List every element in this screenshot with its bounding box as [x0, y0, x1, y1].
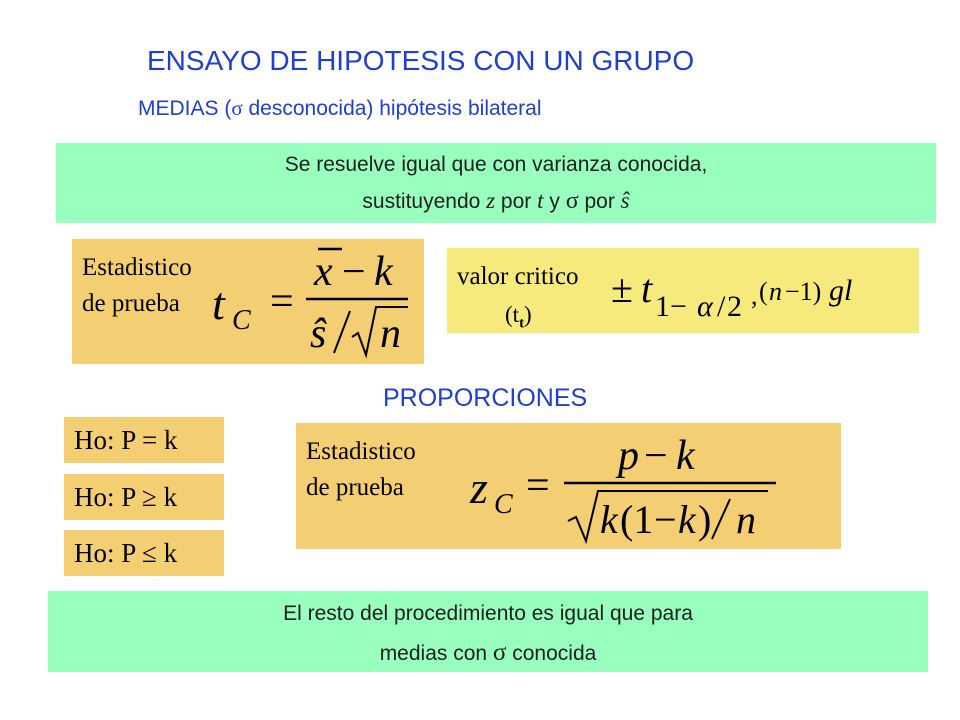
svg-text:n: n [736, 497, 756, 542]
means-stat-label-1: Estadistico [82, 254, 192, 281]
proportions-statistic-box [296, 423, 841, 549]
svg-text:(: ( [759, 277, 768, 306]
svg-text:,: , [751, 281, 758, 310]
note-top-text-c: y [543, 190, 566, 213]
svg-text:): ) [698, 497, 712, 542]
svg-text:gl: gl [829, 274, 853, 307]
crit-paren-close: ) [524, 302, 532, 327]
sigma-symbol: σ [231, 96, 243, 120]
page-subtitle [138, 96, 542, 121]
svg-text:−1): −1) [785, 277, 822, 306]
critical-value-symbol [505, 298, 532, 341]
svg-text:k: k [374, 249, 393, 295]
s-hat-symbol: ŝ [620, 188, 630, 213]
svg-text:p: p [618, 433, 639, 479]
svg-text:z: z [470, 462, 488, 513]
svg-text:/: / [717, 290, 726, 323]
svg-text:−: − [644, 433, 668, 479]
note-top-text-b: por [495, 190, 538, 213]
z-symbol: z [486, 188, 496, 213]
svg-text:k: k [678, 497, 696, 542]
svg-text:2: 2 [727, 290, 742, 323]
note-top-line1: Se resuelve igual que con varianza conocida, [284, 153, 708, 176]
svg-text:=: = [526, 463, 550, 509]
subtitle-prefix: MEDIAS ( [138, 97, 232, 120]
note-box-top [56, 143, 936, 223]
svg-text:ŝ: ŝ [310, 311, 327, 357]
svg-text:n: n [380, 311, 401, 357]
t-symbol: t [537, 188, 544, 213]
svg-text:1−: 1− [655, 290, 687, 323]
hypothesis-equal: Ho: P = k [64, 417, 224, 463]
note-top-text-d: por [578, 190, 621, 213]
svg-text:−: − [342, 249, 366, 295]
crit-paren-open: (t [505, 302, 520, 327]
critical-value-box [447, 248, 919, 333]
note-top-line2 [56, 188, 936, 215]
page-title: ENSAYO DE HIPOTESIS CON UN GRUPO [147, 45, 695, 76]
svg-text:±: ± [611, 266, 633, 311]
crit-subscript: t [519, 315, 525, 332]
hypothesis-less-equal: Ho: P ≤ k [64, 530, 224, 576]
hypothesis-greater-equal: Ho: P ≥ k [64, 474, 224, 520]
svg-text:k: k [600, 497, 618, 542]
t-statistic-formula [210, 241, 420, 361]
subtitle-suffix: desconocida) hipótesis bilateral [242, 97, 542, 120]
note-bottom-line2 [48, 639, 928, 667]
means-statistic-box [72, 239, 424, 364]
note-bottom-line1: El resto del procedimiento es igual que para [283, 602, 693, 625]
svg-text:(1: (1 [620, 497, 654, 542]
svg-text:k: k [676, 433, 695, 479]
proportions-heading: PROPORCIONES [383, 384, 588, 412]
svg-text:C: C [494, 489, 513, 520]
svg-text:=: = [270, 279, 294, 325]
means-stat-label-2: de prueba [82, 290, 180, 317]
svg-text:n: n [769, 277, 782, 306]
note-bottom-text-b: conocida [506, 642, 597, 665]
proportions-stat-label-1: Estadistico [306, 438, 416, 465]
z-statistic-formula [468, 429, 780, 545]
note-box-bottom [48, 591, 928, 672]
sigma-symbol: σ [492, 639, 507, 666]
svg-text:α: α [697, 290, 713, 323]
note-top-text-a: sustituyendo [362, 190, 487, 213]
svg-text:C: C [232, 305, 251, 336]
svg-text:x: x [314, 249, 333, 295]
proportions-stat-label-2: de prueba [306, 474, 404, 501]
svg-text:t: t [212, 278, 225, 329]
sigma-symbol: σ [565, 188, 579, 214]
note-bottom-text-a: medias con [379, 642, 493, 665]
critical-value-label: valor critico [457, 263, 579, 290]
svg-text:t: t [641, 266, 653, 311]
critical-value-formula [609, 254, 914, 326]
svg-text:−: − [654, 497, 677, 542]
